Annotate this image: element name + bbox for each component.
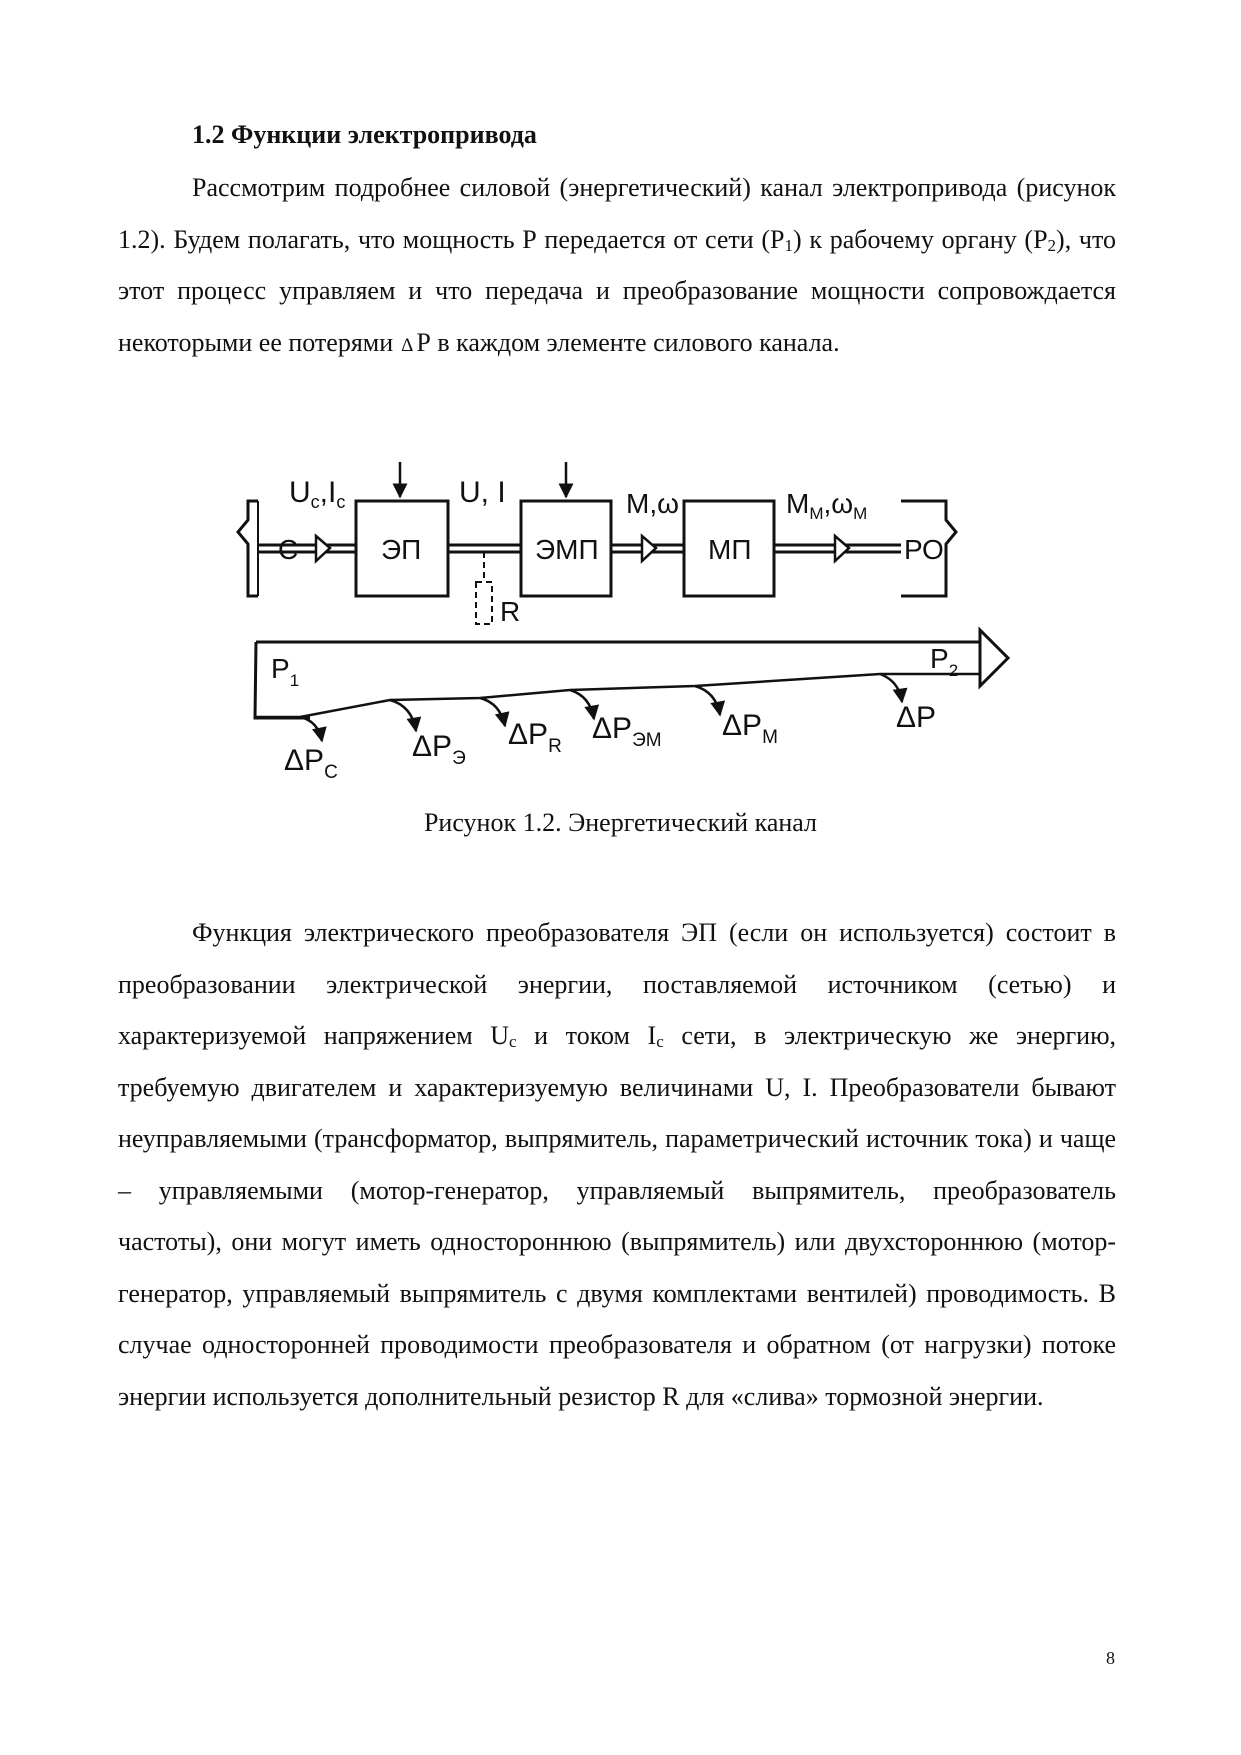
power-flow-arrowhead xyxy=(980,630,1008,686)
figure-power-channel xyxy=(0,440,1241,800)
page-number: 8 xyxy=(1106,1648,1115,1668)
block-label-ep: ЭП xyxy=(381,534,422,565)
block-label-source: С xyxy=(278,534,299,565)
label-m-omega: M,ω xyxy=(626,488,679,519)
paragraph-intro xyxy=(118,162,1116,371)
section-heading: 1.2 Функции электропривода xyxy=(192,120,537,149)
label-resistor-r: R xyxy=(500,596,521,627)
converter-sub-2: c xyxy=(656,1032,664,1051)
intro-text-1: Рассмотрим подробнее силовой (энергетический) канал электропривода (рисунок 1.2). Будем полагать, что мощность Р передается от сети (Р xyxy=(118,173,1116,254)
paragraph-converter xyxy=(118,907,1116,1422)
source-bracket xyxy=(238,501,258,596)
block-label-emp: ЭМП xyxy=(535,534,599,565)
loss-label-c: $\Delta P_C$ xyxy=(284,744,338,783)
label-uc-ic: $U_c,I_c$ xyxy=(289,476,346,512)
intro-text-2: ) к рабочему органу (Р xyxy=(793,224,1048,254)
label-mm-omegam: $M_M,\omega_M$ xyxy=(786,488,868,523)
figure-caption: Рисунок 1.2. Энергетический канал xyxy=(423,808,818,837)
intro-text-3: ), что этот процесс управляем и что передача и преобразование мощности сопровождается некоторыми ее потерями xyxy=(118,224,1116,357)
intro-text-4: Р в каждом элементе силового канала. xyxy=(416,327,840,357)
loss-label-e: $\Delta P_Э$ xyxy=(412,730,466,769)
loss-label-m: $\Delta P_M$ xyxy=(722,709,778,748)
label-u-i: U, I xyxy=(459,476,506,509)
delta-symbol: Δ xyxy=(401,334,414,356)
block-label-mp: МП xyxy=(708,534,752,565)
intro-sub-2: 2 xyxy=(1047,235,1057,255)
label-p2: $P_2$ xyxy=(930,643,959,680)
converter-text-3: сети, в электрическую же энергию, требуемую двигателем и характеризуемую величинами U, I. Преобразователи бывают неуправляемыми (трансформатор, выпрямитель, параметрический источник тока) и чаще – управляемыми (мотор-генератор, управляемый выпрямитель, преобразователь частоты), они могут иметь одностороннюю (выпрямитель) или двухстороннюю (мотор-генератор, управляемый выпрямитель с двумя комплектами вентилей) проводимость. В случае односторонней проводимости преобразователя и обратном (от нагрузки) потоке энергии используется дополнительный резистор R для «слива» тормозной энергии. xyxy=(118,1021,1116,1411)
loss-label-r: $\Delta P_R$ xyxy=(508,718,562,757)
intro-sub-1: 1 xyxy=(784,235,794,255)
label-p1: $P_1$ xyxy=(271,653,300,690)
loss-label-em: $\Delta P_{ЭМ}$ xyxy=(592,712,662,751)
power-channel-diagram xyxy=(0,440,1241,800)
converter-text-1: Функция электрического преобразователя ЭП (если он используется) состоит в преобразовании электрической энергии, поставляемой источником (сетью) и характеризуемой напряжением U xyxy=(118,918,1116,1050)
converter-sub-1: c xyxy=(509,1032,517,1051)
resistor-r xyxy=(476,582,492,624)
block-label-working-body: РО xyxy=(904,534,944,565)
loss-label-total: ΔP xyxy=(896,701,937,734)
converter-text-2: и током I xyxy=(516,1021,657,1050)
